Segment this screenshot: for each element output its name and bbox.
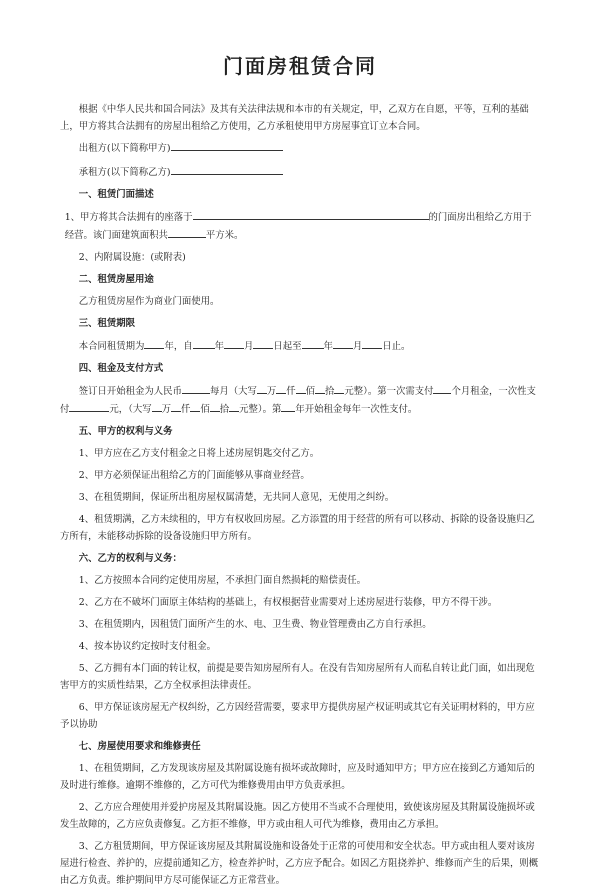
section-6-item: 5、乙方拥有本门面的转让权，前提是要告知房屋所有人。在没有告知房屋所有人而私自转让此门面，如出现危害甲方的实质性结果，乙方全权承担法律责任。 <box>60 663 535 691</box>
section-6-item: 6、甲方保证该房屋无产权纠纷，乙方因经营需要，要求甲方提供房屋产权证明或其它有关证明材料的，甲方应予以协助 <box>60 702 535 730</box>
end-year-blank[interactable] <box>302 337 324 349</box>
section-5-item: 4、租赁期满，乙方未续租的，甲方有权收回房屋。乙方添置的用于经营的所有可以移动、拆除的设备设施归乙方所有，未能移动拆除的设备设施归甲方所有。 <box>60 514 535 542</box>
section-6-item: 2、乙方在不破坏门面原主体结构的基础上，有权根据营业需要对上述房屋进行装修，甲方不得干涉。 <box>78 597 498 608</box>
party-b-line <box>60 163 540 181</box>
section-1-heading: 一、租赁门面描述 <box>78 189 154 200</box>
start-day-blank[interactable] <box>253 337 273 349</box>
start-year-blank[interactable] <box>193 337 215 349</box>
pay-qian-blank[interactable] <box>171 400 181 412</box>
party-a-label: 出租方(以下简称甲方) <box>78 143 171 154</box>
first-months-blank[interactable] <box>433 382 451 394</box>
section-7-item: 3、乙方租赁期间，甲方保证该房屋及其附属设施和设备处于正常的可使用和安全状态。甲方或由租人要对该房屋进行检查、养护的，应提前通知乙方，检查养护时，乙方应予配合。如因乙方阻挠养护、维修而产生的后果，则概由乙方负责。维护期间甲方尽可能保证乙方正常营业。 <box>60 841 539 886</box>
location-blank[interactable] <box>193 208 429 220</box>
party-b-label: 承租方(以下简称乙方) <box>78 167 171 178</box>
first-payment-blank[interactable] <box>69 400 109 412</box>
start-month-blank[interactable] <box>224 337 244 349</box>
section-6-item: 1、乙方按照本合同约定使用房屋，不承担门面自然损耗的赔偿责任。 <box>78 575 367 586</box>
document-title: 门面房租赁合同 <box>223 54 377 78</box>
rent-wan-blank[interactable] <box>257 382 267 394</box>
monthly-rent-blank[interactable] <box>182 382 210 394</box>
term-years-blank[interactable] <box>144 337 164 349</box>
section-4-heading: 四、租金及支付方式 <box>78 363 164 374</box>
pay-yuan-blank[interactable] <box>229 400 239 412</box>
party-a-blank[interactable] <box>171 139 283 151</box>
rent-shi-blank[interactable] <box>315 382 325 394</box>
section-4-text: 签订日开始租金为人民币 每月（大写 万 仟 佰 拾 元整）。第一次需支付 个月租金，一次性支付 元，（大写 万 仟 佰 拾 元整）。第 年开始租金每年一次性支付。 <box>60 382 540 418</box>
rent-qian-blank[interactable] <box>276 382 286 394</box>
annual-start-year-blank[interactable] <box>281 400 295 412</box>
section-2-heading: 二、租赁房屋用途 <box>78 274 154 285</box>
pay-bai-blank[interactable] <box>190 400 200 412</box>
rent-yuan-blank[interactable] <box>334 382 344 394</box>
section-5-heading: 五、甲方的权利与义务 <box>78 426 173 437</box>
section-6-heading: 六、乙方的权利与义务： <box>78 553 182 564</box>
section-3-heading: 三、租赁期限 <box>78 318 136 329</box>
area-blank[interactable] <box>168 226 206 238</box>
pay-shi-blank[interactable] <box>210 400 220 412</box>
section-7-item: 1、在租赁期间，乙方发现该房屋及其附属设施有损坏或故障时，应及时通知甲方；甲方应在接到乙方通知后的及时进行维修。逾期不维修的，乙方可代为维修费用由甲方负责承担。 <box>60 763 535 791</box>
section-5-item: 3、在租赁期间，保证所出租房屋权属清楚，无共同人意见，无使用之纠纷。 <box>78 492 395 503</box>
section-5-item: 2、甲方必须保证出租给乙方的门面能够从事商业经营。 <box>78 470 310 481</box>
section-1-item-1: 1、甲方将其合法拥有的座落于 的门面房出租给乙方用于经营。该门面建筑面积共 平方米。 <box>60 208 540 244</box>
section-5-item: 1、甲方应在乙方支付租金之日将上述房屋钥匙交付乙方。 <box>78 448 320 459</box>
end-day-blank[interactable] <box>362 337 382 349</box>
section-7-item: 2、乙方应合理使用并爱护房屋及其附属设施。因乙方使用不当或不合理使用，致使该房屋及其附属设施损坏或发生故障的，乙方应负责修复。乙方拒不维修，甲方或由租人可代为维修，费用由乙方承担。 <box>60 802 535 830</box>
section-6-item: 3、在租赁期内，因租赁门面所产生的水、电、卫生费、物业管理费由乙方自行承担。 <box>78 619 432 630</box>
pay-wan-blank[interactable] <box>152 400 162 412</box>
section-6-item: 4、按本协议约定按时支付租金。 <box>78 641 217 652</box>
end-month-blank[interactable] <box>333 337 353 349</box>
party-a-line <box>60 139 540 157</box>
party-b-blank[interactable] <box>171 163 283 175</box>
intro-paragraph: 根据《中华人民共和国合同法》及其有关法律法规和本市的有关规定，甲，乙双方在自愿，平等，互利的基础上，甲方将其合法拥有的房屋出租给乙方使用，乙方承租使用甲方房屋事宜订立本合同。 <box>60 104 529 132</box>
rent-bai-blank[interactable] <box>296 382 306 394</box>
section-1-item-2: 2、内附属设施：(或附表) <box>78 252 186 263</box>
section-7-heading: 七、房屋使用要求和维修责任 <box>78 741 201 752</box>
section-2-text: 乙方租赁房屋作为商业门面使用。 <box>78 296 220 307</box>
section-3-text: 本合同租赁期为 年，自 年 月 日起至 年 月 日止。 <box>60 337 540 355</box>
